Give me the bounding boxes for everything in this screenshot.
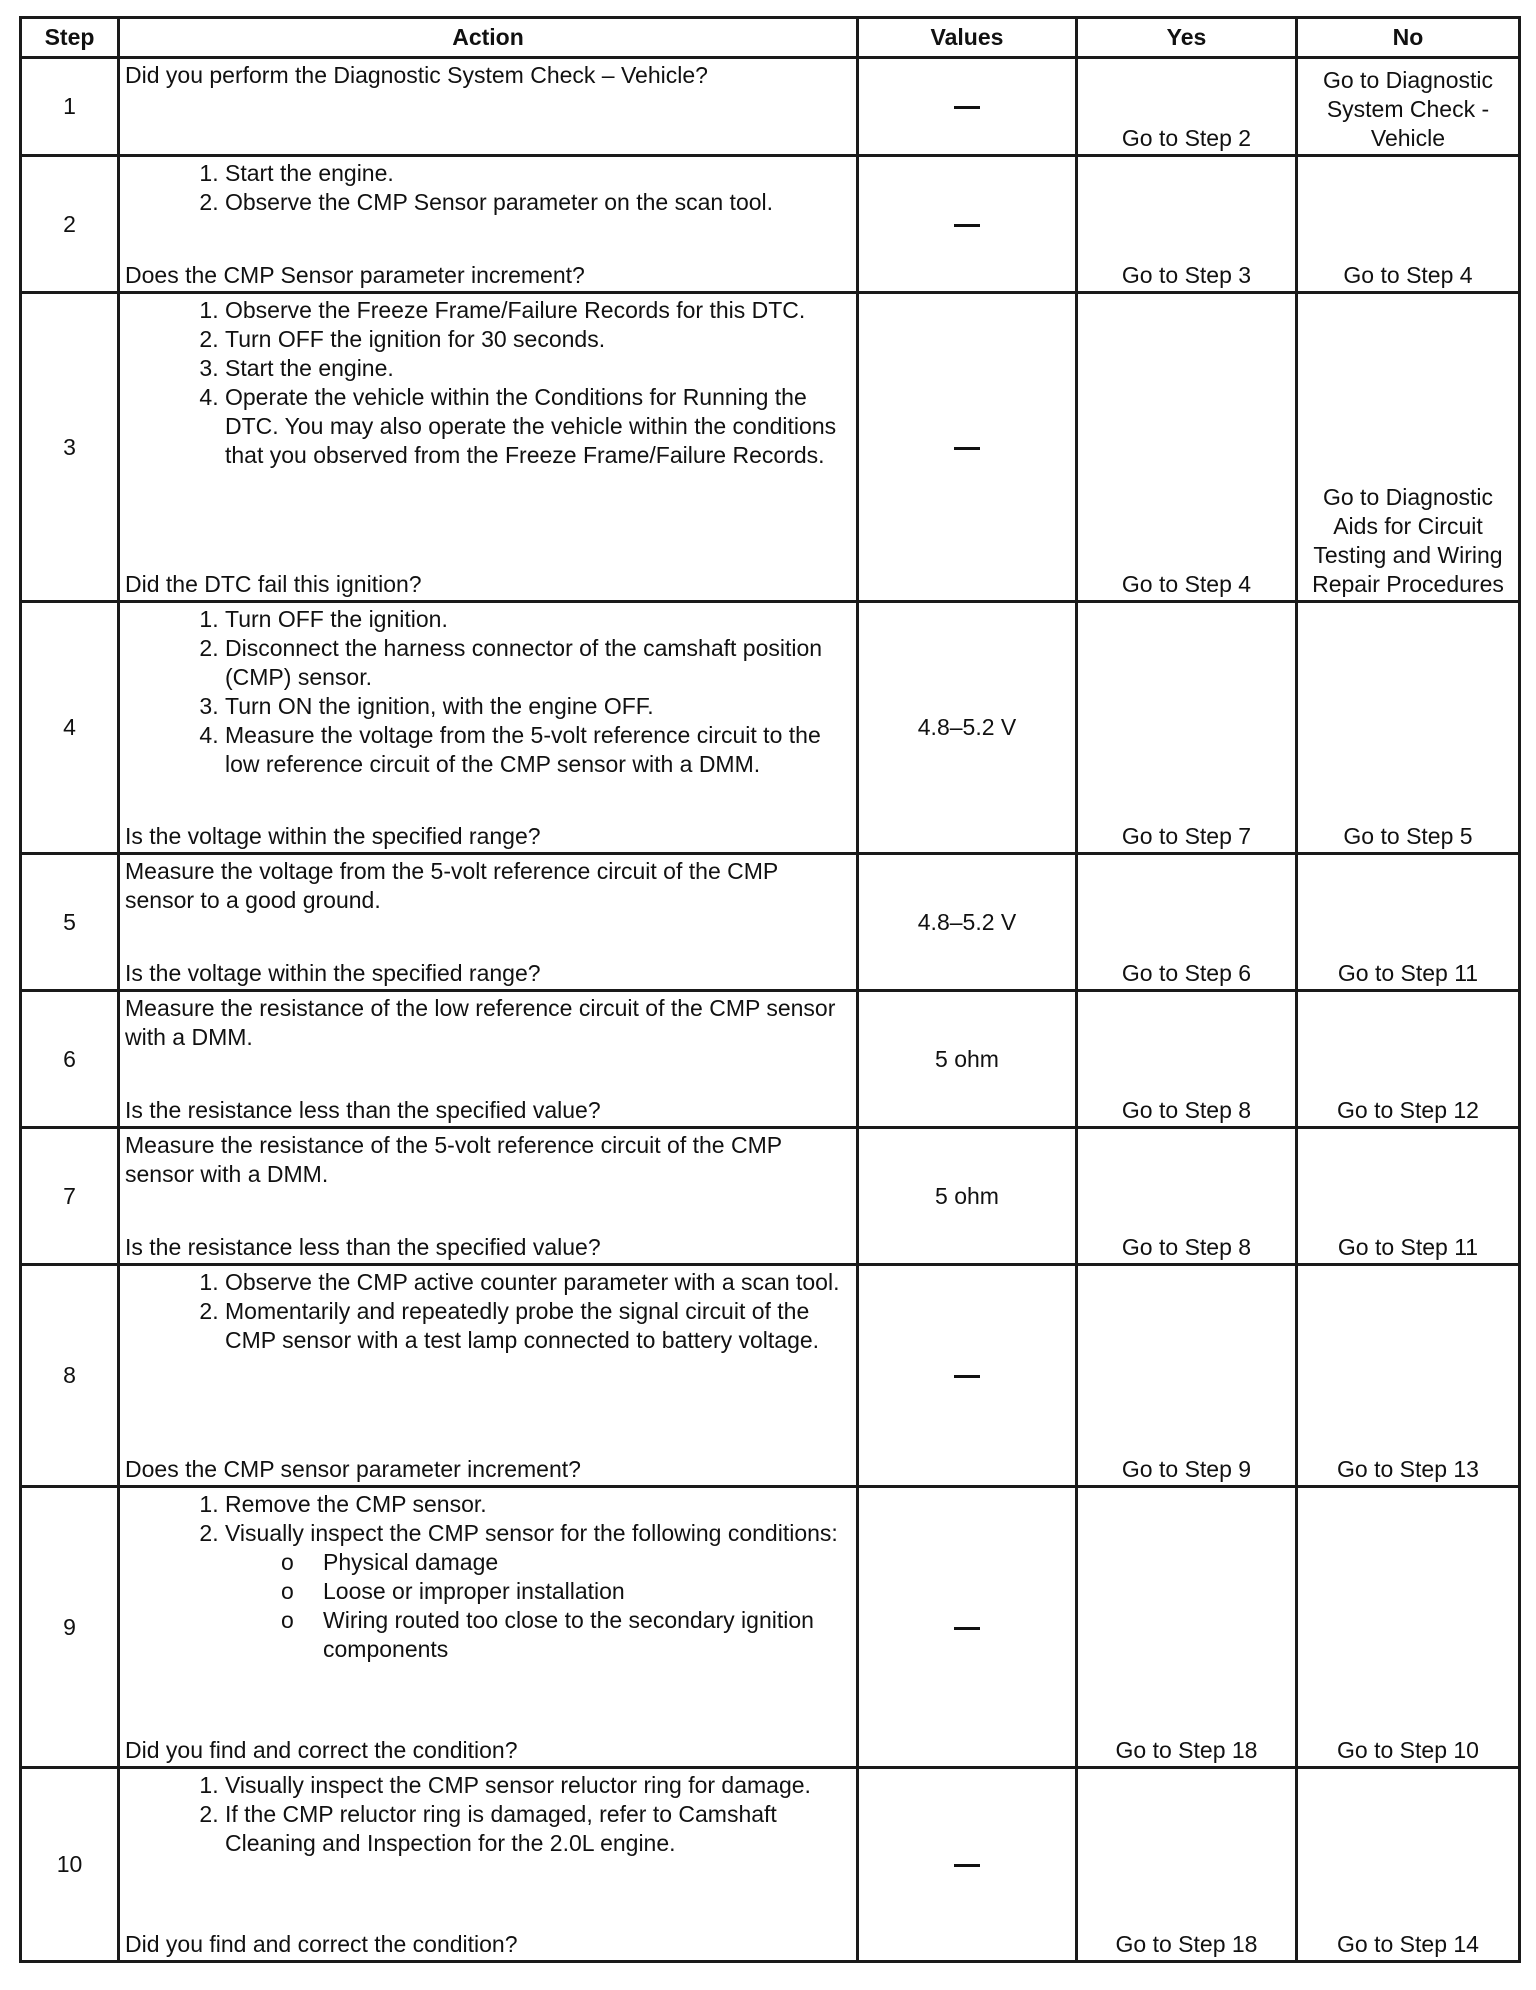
- step-number: 10: [21, 1768, 119, 1962]
- action-step-item: [225, 354, 852, 383]
- no-result: Go to Step 12: [1297, 991, 1520, 1128]
- no-result: Go to Step 10: [1297, 1487, 1520, 1768]
- action-steps-list: [125, 605, 852, 779]
- action-step-item: [225, 634, 852, 692]
- action-step-item: [225, 1268, 852, 1297]
- condition-list: [225, 1548, 852, 1664]
- no-result: Go to Diagnostic System Check - Vehicle: [1297, 58, 1520, 156]
- header-step: Step: [21, 18, 119, 58]
- action-step-text: Visually inspect the CMP sensor reluctor ring for damage.: [225, 1772, 811, 1798]
- values-cell: [858, 1128, 1077, 1265]
- action-content: [125, 857, 852, 988]
- action-lead-text: Measure the voltage from the 5-volt reference circuit of the CMP sensor to a good ground.: [125, 858, 778, 913]
- values-cell: [858, 156, 1077, 293]
- step-number: 9: [21, 1487, 119, 1768]
- action-instructions: [125, 1268, 852, 1355]
- diagnostic-table: [19, 16, 1521, 1963]
- yes-result: Go to Step 6: [1077, 854, 1297, 991]
- table-row: [21, 293, 1520, 602]
- action-content: [125, 159, 852, 290]
- yes-result: Go to Step 4: [1077, 293, 1297, 602]
- table-row: [21, 156, 1520, 293]
- value-text: 4.8–5.2 V: [917, 908, 1017, 935]
- values-cell: [858, 991, 1077, 1128]
- action-step-item: [225, 1490, 852, 1519]
- dash-mark: [954, 447, 980, 450]
- step-number: 1: [21, 58, 119, 156]
- action-instructions: [125, 1490, 852, 1664]
- action-instructions: [125, 1131, 852, 1189]
- action-question: Did the DTC fail this ignition?: [125, 571, 422, 597]
- no-result: Go to Step 14: [1297, 1768, 1520, 1962]
- yes-result: Go to Step 18: [1077, 1487, 1297, 1768]
- table-row: [21, 1487, 1520, 1768]
- action-content: [125, 61, 852, 153]
- yes-result: Go to Step 8: [1077, 1128, 1297, 1265]
- values-cell: [858, 58, 1077, 156]
- action-step-text: Visually inspect the CMP sensor for the following conditions:: [225, 1520, 838, 1546]
- action-step-text: Observe the CMP active counter parameter with a scan tool.: [225, 1269, 840, 1295]
- step-number: 2: [21, 156, 119, 293]
- table-row: [21, 1768, 1520, 1962]
- values-cell: [858, 293, 1077, 602]
- action-step-text: Momentarily and repeatedly probe the signal circuit of the CMP sensor with a test lamp connected to battery voltage.: [225, 1298, 820, 1353]
- action-cell: [119, 1128, 858, 1265]
- action-step-text: Start the engine.: [225, 160, 394, 186]
- table-row: [21, 854, 1520, 991]
- action-step-item: [225, 1800, 852, 1858]
- action-content: [125, 1268, 852, 1484]
- action-step-text: Observe the Freeze Frame/Failure Records for this DTC.: [225, 297, 806, 323]
- no-result: Go to Step 11: [1297, 854, 1520, 991]
- no-result: Go to Step 13: [1297, 1265, 1520, 1487]
- yes-result: Go to Step 18: [1077, 1768, 1297, 1962]
- action-step-item: [225, 605, 852, 634]
- action-step-item: [225, 296, 852, 325]
- action-content: [125, 296, 852, 599]
- action-cell: [119, 1487, 858, 1768]
- action-step-text: Operate the vehicle within the Conditions for Running the DTC. You may also operate the vehicle within the conditions that you observed from the Freeze Frame/Failure Records.: [225, 384, 837, 468]
- header-yes: Yes: [1077, 18, 1297, 58]
- action-step-text: Turn OFF the ignition.: [225, 606, 448, 632]
- table-row: [21, 1128, 1520, 1265]
- action-step-item: [225, 325, 852, 354]
- action-lead-text: Measure the resistance of the 5-volt reference circuit of the CMP sensor with a DMM.: [125, 1132, 782, 1187]
- step-number: 7: [21, 1128, 119, 1265]
- yes-result: Go to Step 7: [1077, 602, 1297, 854]
- values-cell: [858, 854, 1077, 991]
- action-cell: [119, 854, 858, 991]
- action-instructions: [125, 994, 852, 1052]
- value-text: 4.8–5.2 V: [917, 714, 1017, 740]
- value-text: 5 ohm: [935, 1182, 999, 1209]
- table-row: [21, 58, 1520, 156]
- action-question: Is the resistance less than the specified value?: [125, 1097, 601, 1123]
- action-question: Is the voltage within the specified range?: [125, 823, 541, 849]
- yes-result: Go to Step 9: [1077, 1265, 1297, 1487]
- action-instructions: [125, 1771, 852, 1858]
- action-step-text: Measure the voltage from the 5-volt reference circuit to the low reference circuit of the CMP sensor with a DMM.: [225, 722, 821, 777]
- header-row: [21, 18, 1520, 58]
- yes-result: Go to Step 8: [1077, 991, 1297, 1128]
- action-step-item: [225, 1297, 852, 1355]
- values-cell: [858, 1265, 1077, 1487]
- no-result: Go to Diagnostic Aids for Circuit Testing and Wiring Repair Procedures: [1297, 293, 1520, 602]
- condition-item: o Loose or improper installation: [323, 1577, 852, 1606]
- action-step-text: If the CMP reluctor ring is damaged, refer to Camshaft Cleaning and Inspection for the 2.0L engine.: [225, 1801, 777, 1856]
- values-cell: [858, 1768, 1077, 1962]
- action-instructions: [125, 605, 852, 779]
- header-action: Action: [119, 18, 858, 58]
- table-row: [21, 602, 1520, 854]
- action-step-text: Disconnect the harness connector of the camshaft position (CMP) sensor.: [225, 635, 823, 690]
- action-step-item: [225, 383, 852, 470]
- action-instructions: [125, 61, 852, 90]
- no-result: Go to Step 11: [1297, 1128, 1520, 1265]
- action-steps-list: [125, 1771, 852, 1858]
- condition-item: o Physical damage: [323, 1548, 852, 1577]
- action-lead-text: Did you perform the Diagnostic System Check – Vehicle?: [125, 62, 708, 88]
- action-step-item: [225, 721, 852, 779]
- condition-item: o Wiring routed too close to the secondary ignition components: [323, 1606, 852, 1664]
- action-step-text: Remove the CMP sensor.: [225, 1491, 487, 1517]
- step-number: 8: [21, 1265, 119, 1487]
- action-instructions: [125, 159, 852, 217]
- no-result: Go to Step 4: [1297, 156, 1520, 293]
- action-question: Does the CMP Sensor parameter increment?: [125, 262, 585, 288]
- values-cell: [858, 1487, 1077, 1768]
- action-steps-list: [125, 296, 852, 470]
- action-question: Is the resistance less than the specified value?: [125, 1234, 601, 1260]
- action-step-item: [225, 188, 852, 217]
- action-content: [125, 994, 852, 1125]
- action-content: [125, 605, 852, 851]
- step-number: 3: [21, 293, 119, 602]
- no-result: Go to Step 5: [1297, 602, 1520, 854]
- table-row: [21, 1265, 1520, 1487]
- yes-result: Go to Step 2: [1077, 58, 1297, 156]
- action-step-item: [225, 692, 852, 721]
- action-cell: [119, 293, 858, 602]
- table-row: [21, 991, 1520, 1128]
- action-content: [125, 1490, 852, 1765]
- step-number: 6: [21, 991, 119, 1128]
- dash-mark: [954, 224, 980, 227]
- dash-mark: [954, 1627, 980, 1630]
- action-cell: [119, 602, 858, 854]
- action-step-text: Start the engine.: [225, 355, 394, 381]
- action-question: Is the voltage within the specified range?: [125, 960, 541, 986]
- action-instructions: [125, 296, 852, 470]
- value-text: 5 ohm: [935, 1045, 999, 1072]
- action-cell: [119, 991, 858, 1128]
- action-step-item: [225, 1519, 852, 1664]
- action-step-text: Observe the CMP Sensor parameter on the scan tool.: [225, 189, 774, 215]
- header-values: Values: [858, 18, 1077, 58]
- action-content: [125, 1771, 852, 1959]
- action-question: Did you find and correct the condition?: [125, 1931, 518, 1957]
- step-number: 4: [21, 602, 119, 854]
- header-no: No: [1297, 18, 1520, 58]
- action-cell: [119, 1768, 858, 1962]
- action-question: Does the CMP sensor parameter increment?: [125, 1456, 581, 1482]
- dash-mark: [954, 106, 980, 109]
- action-content: [125, 1131, 852, 1262]
- action-step-item: [225, 1771, 852, 1800]
- action-instructions: [125, 857, 852, 915]
- dash-mark: [954, 1864, 980, 1867]
- action-cell: [119, 58, 858, 156]
- action-question: Did you find and correct the condition?: [125, 1737, 518, 1763]
- action-steps-list: [125, 1490, 852, 1664]
- action-lead-text: Measure the resistance of the low reference circuit of the CMP sensor with a DMM.: [125, 995, 836, 1050]
- action-cell: [119, 1265, 858, 1487]
- action-step-text: Turn OFF the ignition for 30 seconds.: [225, 326, 606, 352]
- action-cell: [119, 156, 858, 293]
- action-steps-list: [125, 159, 852, 217]
- table-body: [21, 58, 1520, 1962]
- values-cell: [858, 602, 1077, 854]
- action-steps-list: [125, 1268, 852, 1355]
- step-number: 5: [21, 854, 119, 991]
- yes-result: Go to Step 3: [1077, 156, 1297, 293]
- action-step-item: [225, 159, 852, 188]
- dash-mark: [954, 1375, 980, 1378]
- action-step-text: Turn ON the ignition, with the engine OFF.: [225, 693, 654, 719]
